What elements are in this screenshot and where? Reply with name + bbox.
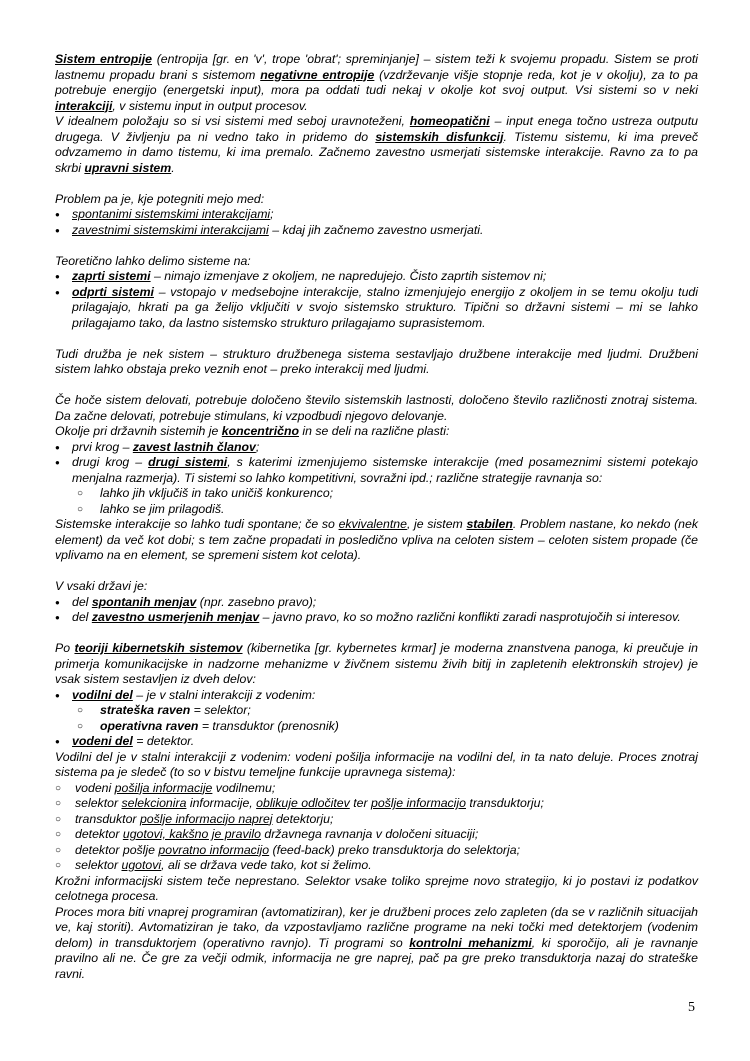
- term-zavestnimi: zavestnimi sistemskimi interakcijami: [72, 222, 269, 237]
- list-item: [55, 703, 698, 719]
- list-strategije: [55, 486, 698, 517]
- text: = detektor.: [132, 734, 195, 748]
- term: pošlje informacijo naprej: [139, 811, 273, 826]
- paragraph-spontane: [55, 517, 698, 564]
- list-menjave: [55, 595, 698, 626]
- list-krogi: [55, 440, 698, 518]
- term-homeopaticni: homeopatični: [409, 114, 490, 128]
- list-item: ○ lahko jih vključiš in tako uničiš konkurenco;: [55, 486, 698, 502]
- term-drugi-sistemi: drugi sistemi: [148, 455, 228, 469]
- page-number: 5: [688, 1000, 695, 1015]
- term-upravni-sistem: upravni sistem: [84, 160, 172, 175]
- list-item: [55, 595, 698, 611]
- term-strateska-raven: strateška raven: [100, 703, 191, 717]
- text: . Tistemu sistemu, ki ima preveč odvzamemo in damo tistemu, ki ima premalo. Začnemo zavestno usmerjati sistemske interakcije. Ravno za to pa skrbi: [55, 129, 698, 175]
- text: ;: [255, 439, 260, 454]
- list-vrste-sistemov: [55, 269, 698, 331]
- text: – je v stalni interakciji z vodenim:: [132, 687, 316, 702]
- term-zavestno-usmerjenih-menjav: zavestno usmerjenih menjav: [91, 610, 260, 624]
- term-zaprti-sistemi: zaprti sistemi: [72, 269, 151, 283]
- document-page: [55, 52, 698, 982]
- list-koraki-procesa: [55, 781, 698, 874]
- list-deli-sistema: [55, 688, 698, 750]
- list-item: [55, 207, 698, 223]
- term-sistem-entropije: Sistem entropije: [55, 52, 152, 66]
- text: – vstopajo v medsebojne interakcije, stalno izmenjujejo energijo z okoljem in se temu okolju tudi prilagajajo, hkrati pa ga želijo vključiti v svojo sistemsko strukturo. Tipični so državni sistemi – mi se lahko prilagajamo tako, da lastno sistemsko strukturo prilagajamo suprasistemom.: [72, 284, 698, 330]
- text: (entropija [gr. en 'v', trope 'obrat'; spreminjanje] – sistem teži k svojemu propadu. Sistem se proti lastnemu propadu brani s sistemom: [55, 52, 698, 82]
- text: . Problem nastane, ko nekdo (nek element) da več kot dobi; s tem začne propadati in posledično vpliva na celoten sistem – celoten sistem propade (če vplivamo na en element, se spremeni sistem kot celota).: [55, 517, 698, 562]
- list-item: [55, 610, 698, 626]
- text: , ali se država vede tako, kot si želimo.: [161, 858, 372, 872]
- text: (vzdrževanje višje stopnje reda, kot je v okolju), za to pa potrebuje energijo (energetski input), mora pa oddati tudi nekaj v okolje kot svoj output. Vsi sistemi so v neki: [55, 67, 698, 97]
- list-meja: [55, 207, 698, 238]
- term-odprti-sistemi: odprti sistemi: [72, 284, 154, 299]
- term: pošlje informacijo: [370, 796, 466, 810]
- text: transduktor: [75, 811, 140, 826]
- term: povratno informacijo: [158, 842, 270, 857]
- text: državnega ravnanja v določeni situaciji;: [260, 827, 479, 841]
- text: Po: [55, 641, 75, 655]
- text: , ki sporočijo, ali je ravnanje pravilno ali ne. Če gre za večji odmik, informacija ne gre naprej, pač pa gre preko transduktorja nazaj do strateške ravni.: [55, 935, 698, 981]
- text: del: [72, 610, 92, 624]
- term-spontanimi: spontanimi sistemskimi interakcijami: [72, 207, 271, 221]
- term: oblikuje odločitev: [256, 796, 350, 810]
- term-vodilni-del: vodilni del: [72, 687, 133, 702]
- text: – kdaj jih začnemo zavestno usmerjati.: [268, 222, 484, 237]
- text: – javno pravo, ko so možno različni konflikti zaradi nasprotujočih si interesov.: [259, 610, 681, 624]
- text: .: [171, 160, 175, 175]
- paragraph-kibernetika: [55, 641, 698, 688]
- paragraph-krozni: Krožni informacijski sistem teče neprestano. Selektor vsake toliko sprejme novo strategijo, ki jo postavi iz podatkov celotnega procesa.: [55, 873, 698, 903]
- list-item: ○ lahko se jim prilagodiš.: [55, 502, 698, 518]
- text: detektor: [75, 827, 123, 841]
- term-operativna-raven: operativna raven: [100, 718, 199, 733]
- text: informacije,: [186, 796, 257, 810]
- term: ugotovi, kakšno je pravilo: [122, 827, 261, 841]
- text: in se deli na različne plasti:: [298, 424, 450, 438]
- list-item: [55, 781, 698, 797]
- text: selektor: [75, 796, 122, 810]
- paragraph-problem-intro: Problem pa je, kje potegniti mejo med:: [55, 191, 265, 206]
- text: vodeni: [75, 780, 115, 795]
- text: transduktorju;: [466, 796, 544, 810]
- term-spontanih-menjav: spontanih menjav: [91, 594, 197, 609]
- list-item: [55, 455, 698, 517]
- term-kontrolni-mehanizmi: kontrolni mehanizmi: [409, 935, 532, 950]
- term: selekcionira: [121, 796, 187, 810]
- text: = transduktor (prenosnik): [198, 718, 339, 733]
- paragraph-idealni-polozaj: [55, 114, 698, 176]
- list-item: [55, 285, 698, 332]
- list-item: [55, 843, 698, 859]
- text: detektorju;: [272, 811, 334, 826]
- term-vodeni-del: vodeni del: [72, 734, 133, 748]
- paragraph-delovanje: Če hoče sistem delovati, potrebuje določeno število sistemskih lastnosti, določeno število različnosti znotraj sistema. Da začne delovati, potrebuje stimulans, ki vzpodbudi njegovo delovanje.: [55, 393, 698, 423]
- term-interakciji: interakciji: [55, 98, 113, 113]
- text: ;: [270, 207, 274, 221]
- text: , v sistemu input in output procesov.: [112, 98, 308, 113]
- text: selektor: [75, 858, 122, 872]
- paragraph-entropy: [55, 52, 698, 114]
- term: pošilja informacije: [114, 780, 213, 795]
- paragraph-druzba: Tudi družba je nek sistem – strukturo družbenega sistema sestavljajo družbene interakcije med ljudmi. Družbeni sistem lahko obstaja preko veznih enot – preko interakcij med ljudmi.: [55, 346, 698, 376]
- list-item: [55, 812, 698, 828]
- text: (feed-back) preko transduktorja do selektorja;: [269, 842, 520, 857]
- text: vodilnemu;: [212, 780, 276, 795]
- text: – input enega točno ustreza outputu drugega. V življenju pa ni vedno tako in pridemo do: [55, 114, 698, 144]
- term-teoriji-kibernetskih-sistemov: teoriji kibernetskih sistemov: [74, 641, 243, 655]
- list-item: [55, 223, 698, 239]
- list-item: [55, 858, 698, 874]
- text: V idealnem položaju so si vsi sistemi med seboj uravnoteženi,: [55, 114, 410, 128]
- paragraph-drzava-intro: V vsaki državi je:: [55, 579, 148, 593]
- text: ter: [349, 796, 371, 810]
- list-item: [55, 440, 698, 456]
- list-ravni: [55, 703, 698, 734]
- term-stabilen: stabilen: [466, 517, 513, 531]
- text: Proces mora biti vnaprej programiran (avtomatiziran), ker je družbeni proces zelo zapleten (da se v različnih situacijah ve, kaj storiti). Avtomatiziran je tako, da vzpostavljamo različne programe na neki točki med detektorjem (vodenim delom) in transduktorjem (operativno ravnjo). Ti programi so: [55, 904, 698, 950]
- list-item: [55, 269, 698, 285]
- text: Sistemske interakcije so lahko tudi spontane; če so: [55, 517, 339, 531]
- list-item: [55, 719, 698, 735]
- text: , je sistem: [406, 517, 467, 531]
- term-zavest-lastnih-clanov: zavest lastnih članov: [132, 439, 256, 454]
- text: , s katerimi izmenjujemo sistemske interakcije (med posameznimi sistemi potekajo menjalna razmerja). Ti sistemi so lahko kompetitivni, sovražni ipd.; različne strategije ravnanja so:: [72, 455, 698, 485]
- list-item: [55, 827, 698, 843]
- term-negativne-entropije: negativne entropije: [260, 67, 375, 82]
- list-item: [55, 688, 698, 735]
- paragraph-okolje: [55, 424, 698, 440]
- text: del: [72, 594, 92, 609]
- list-item: [55, 734, 698, 750]
- paragraph-teoreticno-intro: Teoretično lahko delimo sisteme na:: [55, 253, 251, 268]
- paragraph-proces: Vodilni del je v stalni interakciji z vodenim: vodeni pošilja informacije na vodilni del, in ta nato deluje. Proces znotraj sistema pa je sledeč (to so v bistvu temeljne funkcije upravnega sistema):: [55, 749, 698, 779]
- term: ugotovi: [121, 858, 162, 872]
- text: drugi krog –: [72, 455, 149, 469]
- paragraph-avtomatizacija: [55, 905, 698, 983]
- text: (npr. zasebno pravo);: [196, 594, 317, 609]
- text: (kibernetika [gr. kybernetes krmar] je moderna znanstvena panoga, ki preučuje in primerja komunikacijske in nadzorne mehanizme v živčnem sistemu živih bitij in zapletenih elektronskih strojev) je vsak sistem sestavljen iz dveh delov:: [55, 641, 698, 686]
- text: Okolje pri državnih sistemih je: [55, 424, 222, 438]
- term-sistemskih-disfunkcij: sistemskih disfunkcij: [375, 129, 504, 144]
- text: – nimajo izmenjave z okoljem, ne napredujejo. Čisto zaprtih sistemov ni;: [150, 269, 547, 283]
- list-item: [55, 796, 698, 812]
- text: detektor pošlje: [75, 842, 159, 857]
- term-koncentricno: koncentrično: [221, 424, 299, 438]
- text: prvi krog –: [72, 439, 133, 454]
- term-ekvivalentne: ekvivalentne: [338, 517, 407, 531]
- text: = selektor;: [190, 703, 251, 717]
